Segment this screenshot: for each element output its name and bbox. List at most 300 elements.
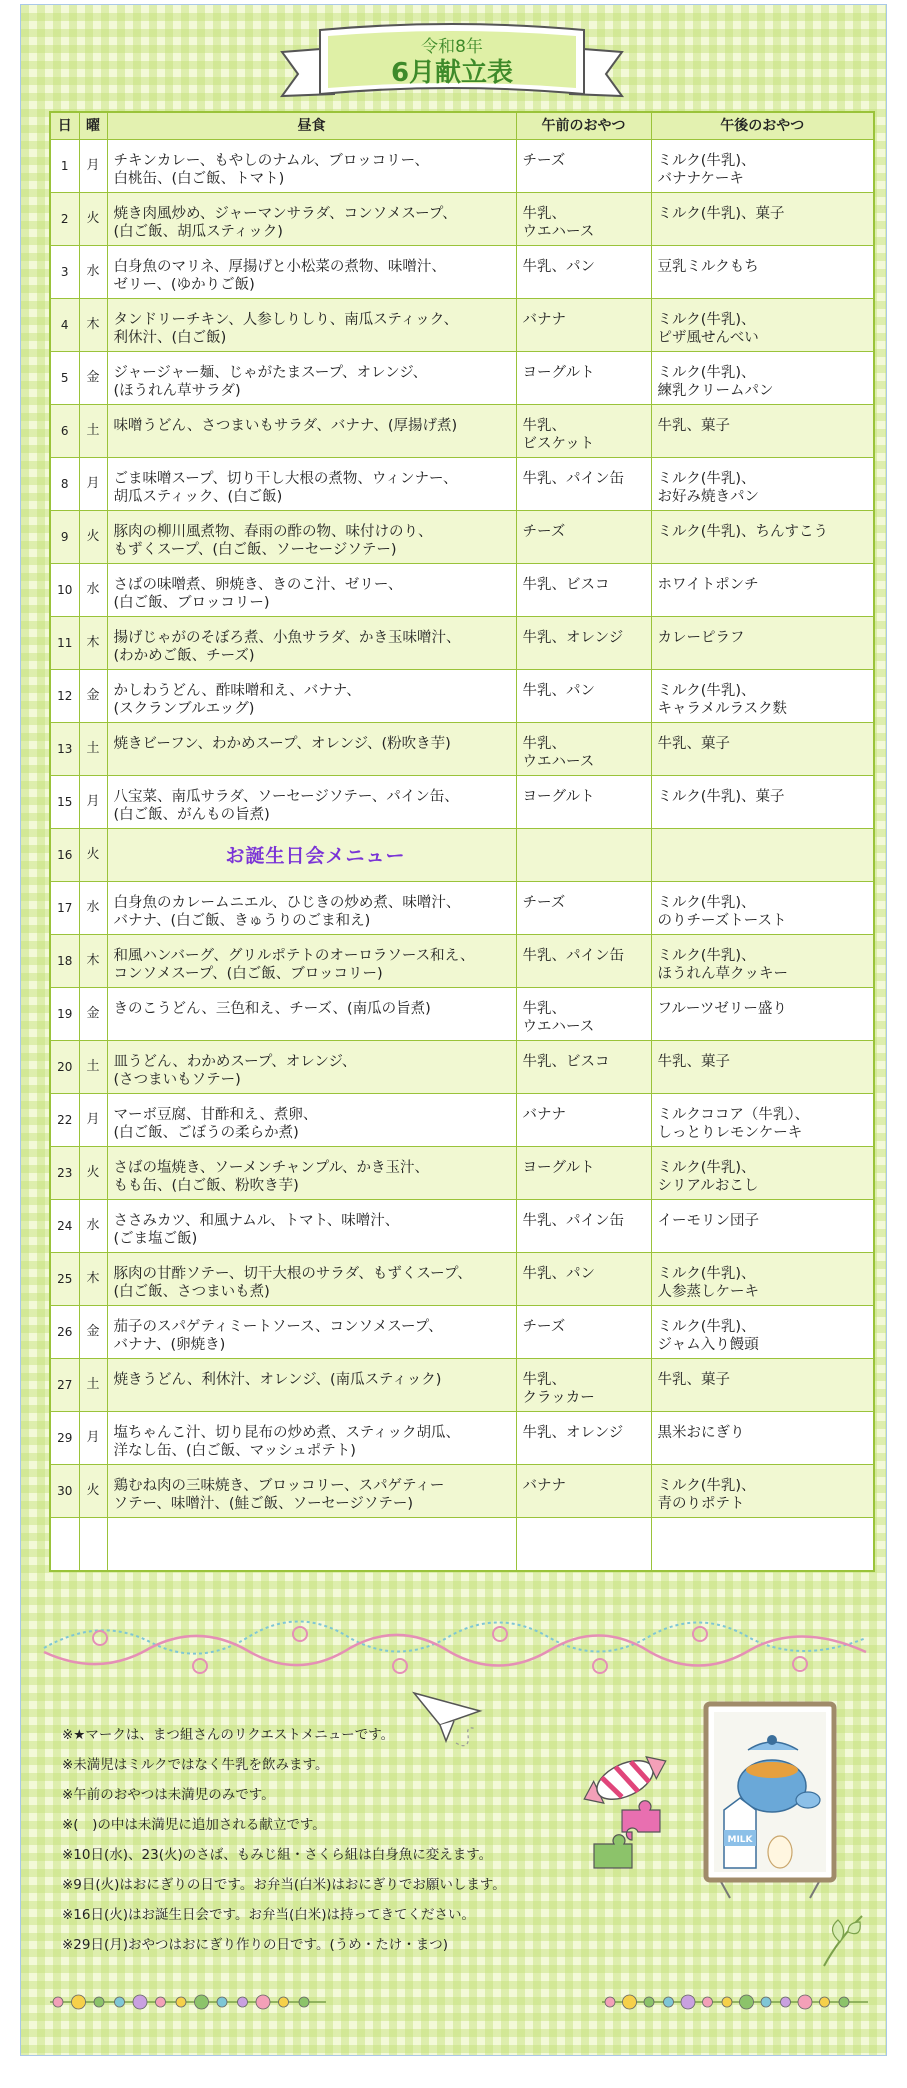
pm-line: ジャム入り饅頭 xyxy=(657,1336,759,1353)
table-row xyxy=(50,510,874,563)
pm-line: 豆乳ミルクもち xyxy=(657,258,759,275)
pm-line: ミルク(牛乳)、 xyxy=(657,470,756,487)
day-cell: 11 xyxy=(50,616,79,669)
empty-row xyxy=(50,1517,874,1571)
bead xyxy=(238,1997,248,2007)
lunch-line: 白身魚のマリネ、厚揚げと小松菜の煮物、味噌汁、 xyxy=(113,258,446,275)
lunch-line: ジャージャー麺、じゃがたまスープ、オレンジ、 xyxy=(113,364,428,381)
weekday-cell: 土 xyxy=(79,404,107,457)
lunch-line: 八宝菜、南瓜サラダ、ソーセージソテー、パイン缶、 xyxy=(113,788,459,805)
weekday-cell: 月 xyxy=(79,139,107,192)
lunch-cell xyxy=(107,934,516,987)
pm-line: ミルク(牛乳)、 xyxy=(657,1159,756,1176)
lunch-cell xyxy=(107,457,516,510)
bead xyxy=(722,1997,732,2007)
am-line: ビスケット xyxy=(522,435,595,452)
pm-line: シリアルおこし xyxy=(657,1177,759,1194)
am-snack-cell xyxy=(516,1252,651,1305)
lunch-cell xyxy=(107,616,516,669)
table-row xyxy=(50,934,874,987)
weekday-cell: 水 xyxy=(79,563,107,616)
am-snack-cell xyxy=(516,1199,651,1252)
lunch-cell xyxy=(107,881,516,934)
bead xyxy=(781,1997,791,2007)
lunch-line: コンソメスープ、(白ご飯、ブロッコリー) xyxy=(113,965,383,982)
am-snack-cell xyxy=(516,1464,651,1517)
pm-snack-cell xyxy=(651,1252,874,1305)
note-line: ※16日(火)はお誕生日会です。お弁当(白米)は持ってきてください。 xyxy=(62,1907,475,1923)
day-cell: 27 xyxy=(50,1358,79,1411)
pm-snack-cell xyxy=(651,1411,874,1464)
lunch-cell xyxy=(107,1199,516,1252)
col-header-day: 日 xyxy=(50,112,79,139)
day-cell: 1 xyxy=(50,139,79,192)
lunch-line: 焼きビーフン、わかめスープ、オレンジ、(粉吹き芋) xyxy=(113,735,451,752)
am-snack-cell xyxy=(516,1093,651,1146)
weekday-cell: 木 xyxy=(79,1252,107,1305)
pm-line: 練乳クリームパン xyxy=(657,382,774,399)
milk-label: MILK xyxy=(727,1835,753,1845)
col-header-pm-snack: 午後のおやつ xyxy=(651,112,874,139)
pm-line: ミルク(牛乳)、 xyxy=(657,947,756,964)
weekday-cell: 金 xyxy=(79,1305,107,1358)
garland-decoration xyxy=(40,1608,870,1678)
pm-snack-cell xyxy=(651,987,874,1040)
day-cell: 3 xyxy=(50,245,79,298)
lunch-line: マーボ豆腐、甘酢和え、煮卵、 xyxy=(113,1106,318,1123)
weekday-cell: 火 xyxy=(79,828,107,881)
bead xyxy=(703,1997,713,2007)
day-cell: 26 xyxy=(50,1305,79,1358)
pm-line: カレーピラフ xyxy=(657,629,745,646)
pm-line: ミルク(牛乳)、菓子 xyxy=(657,788,785,805)
am-line: 牛乳、 xyxy=(522,1000,566,1017)
table-row xyxy=(50,457,874,510)
day-cell: 17 xyxy=(50,881,79,934)
pm-line: 黒米おにぎり xyxy=(657,1424,745,1441)
day-cell: 8 xyxy=(50,457,79,510)
lunch-cell xyxy=(107,351,516,404)
col-header-lunch: 昼食 xyxy=(107,112,516,139)
pm-snack-cell xyxy=(651,404,874,457)
table-row xyxy=(50,1199,874,1252)
lunch-cell xyxy=(107,1146,516,1199)
day-cell: 18 xyxy=(50,934,79,987)
bead xyxy=(133,1995,147,2009)
pm-line: ミルク(牛乳)、 xyxy=(657,311,756,328)
pm-line: お好み焼きパン xyxy=(657,488,759,505)
lunch-line: 焼き肉風炒め、ジャーマンサラダ、コンソメスープ、 xyxy=(113,205,457,222)
pm-snack-cell xyxy=(651,1464,874,1517)
table-row xyxy=(50,616,874,669)
am-snack-cell xyxy=(516,1411,651,1464)
bead xyxy=(256,1995,270,2009)
pm-snack-cell xyxy=(651,775,874,828)
am-snack-cell xyxy=(516,616,651,669)
lunch-cell xyxy=(107,828,516,881)
weekday-cell: 水 xyxy=(79,881,107,934)
am-snack-cell xyxy=(516,1305,651,1358)
am-line: 牛乳、パイン缶 xyxy=(522,947,624,964)
day-cell: 23 xyxy=(50,1146,79,1199)
table-row xyxy=(50,351,874,404)
am-line: クラッカー xyxy=(522,1389,595,1406)
pm-line: ミルク(牛乳)、 xyxy=(657,1477,756,1494)
lunch-line: バナナ、(卵焼き) xyxy=(113,1336,226,1353)
menu-table-body xyxy=(50,139,874,1571)
am-line: 牛乳、 xyxy=(522,205,566,222)
lunch-line: 豚肉の柳川風煮物、春雨の酢の物、味付けのり、 xyxy=(113,523,433,540)
pm-line: ピザ風せんべい xyxy=(657,329,759,346)
paper-plane-icon xyxy=(410,1685,500,1755)
pm-snack-cell xyxy=(651,351,874,404)
lunch-cell xyxy=(107,1358,516,1411)
pm-line: イーモリン団子 xyxy=(657,1212,759,1229)
pm-line: ミルク(牛乳)、菓子 xyxy=(657,205,785,222)
pm-line: ホワイトポンチ xyxy=(657,576,759,593)
pm-snack-cell xyxy=(651,828,874,881)
note-line: ※10日(水)、23(火)のさば、もみじ組・さくら組は白身魚に変えます。 xyxy=(62,1847,493,1863)
table-row xyxy=(50,775,874,828)
weekday-cell: 水 xyxy=(79,1199,107,1252)
pm-snack-cell xyxy=(651,722,874,775)
lunch-cell xyxy=(107,1305,516,1358)
lunch-line: (白ご飯、さつまいも煮) xyxy=(113,1283,270,1300)
pm-snack-cell xyxy=(651,192,874,245)
note-line: ※★マークは、まつ組さんのリクエストメニューです。 xyxy=(62,1727,395,1743)
weekday-cell: 金 xyxy=(79,351,107,404)
table-row xyxy=(50,1358,874,1411)
am-line: 牛乳、 xyxy=(522,1371,566,1388)
lunch-cell xyxy=(107,1464,516,1517)
bead xyxy=(72,1995,86,2009)
leaf-icon xyxy=(818,1910,868,1970)
pm-snack-cell xyxy=(651,1093,874,1146)
bead xyxy=(605,1997,615,2007)
lunch-line: 白桃缶、(白ご飯、トマト) xyxy=(113,170,285,187)
am-snack-cell xyxy=(516,1146,651,1199)
pm-line: キャラメルラスク麩 xyxy=(657,700,788,717)
col-header-dow: 曜 xyxy=(79,112,107,139)
day-cell: 6 xyxy=(50,404,79,457)
era-label: 令和8年 xyxy=(421,37,483,57)
bead xyxy=(299,1997,309,2007)
table-row xyxy=(50,1040,874,1093)
lunch-line: 焼きうどん、利休汁、オレンジ、(南瓜スティック) xyxy=(113,1371,442,1388)
am-line: ウエハース xyxy=(522,223,595,240)
bead xyxy=(195,1995,209,2009)
lunch-cell xyxy=(107,1252,516,1305)
pm-line: ミルク(牛乳)、 xyxy=(657,1265,756,1282)
lunch-line: (白ご飯、がんもの旨煮) xyxy=(113,806,270,823)
am-line: 牛乳、オレンジ xyxy=(522,1424,624,1441)
weekday-cell: 月 xyxy=(79,775,107,828)
note-line: ※( )の中は未満児に追加される献立です。 xyxy=(62,1817,326,1833)
pm-line: のりチーズトースト xyxy=(657,912,787,929)
pm-line: 人参蒸しケーキ xyxy=(657,1283,759,1300)
lunch-line: (白ご飯、ごぼうの柔らか煮) xyxy=(113,1124,299,1141)
lunch-line: (わかめご飯、チーズ) xyxy=(113,647,255,664)
lunch-line: 皿うどん、わかめスープ、オレンジ、 xyxy=(113,1053,357,1070)
am-snack-cell xyxy=(516,1040,651,1093)
am-snack-cell xyxy=(516,351,651,404)
lunch-line: バナナ、(白ご飯、きゅうりのごま和え) xyxy=(113,912,371,929)
lunch-line: (スクランブルエッグ) xyxy=(113,700,255,717)
lunch-line: 鶏むね肉の三味焼き、ブロッコリー、スパゲティー xyxy=(113,1477,445,1494)
lunch-line: さばの味噌煮、卵焼き、きのこ汁、ゼリー、 xyxy=(113,576,403,593)
am-line: ヨーグルト xyxy=(522,788,595,805)
day-cell: 10 xyxy=(50,563,79,616)
lunch-line: (ごま塩ご飯) xyxy=(113,1230,198,1247)
pm-snack-cell xyxy=(651,563,874,616)
weekday-cell: 火 xyxy=(79,1146,107,1199)
lunch-line: (さつまいもソテー) xyxy=(113,1071,241,1088)
lunch-line: もずくスープ、(白ご飯、ソーセージソテー) xyxy=(113,541,397,558)
weekday-cell: 土 xyxy=(79,1040,107,1093)
am-line: 牛乳、オレンジ xyxy=(522,629,624,646)
pm-snack-cell xyxy=(651,669,874,722)
bead xyxy=(740,1995,754,2009)
lunch-line: 和風ハンバーグ、グリルポテトのオーロラソース和え、 xyxy=(113,947,475,964)
weekday-cell: 水 xyxy=(79,245,107,298)
am-line: チーズ xyxy=(522,523,566,540)
pm-line: 牛乳、菓子 xyxy=(657,1053,730,1070)
lunch-cell xyxy=(107,987,516,1040)
day-cell: 29 xyxy=(50,1411,79,1464)
am-snack-cell xyxy=(516,563,651,616)
am-snack-cell xyxy=(516,881,651,934)
lunch-line: 利休汁、(白ご飯) xyxy=(113,329,227,346)
empty-cell xyxy=(651,1517,874,1571)
lunch-line: 胡瓜スティック、(白ご飯) xyxy=(113,488,283,505)
pm-snack-cell xyxy=(651,616,874,669)
pm-snack-cell xyxy=(651,1199,874,1252)
am-line: ヨーグルト xyxy=(522,364,595,381)
am-snack-cell xyxy=(516,404,651,457)
lunch-line: 洋なし缶、(白ご飯、マッシュポテト) xyxy=(113,1442,356,1459)
am-snack-cell xyxy=(516,828,651,881)
table-row xyxy=(50,298,874,351)
lunch-line: 茄子のスパゲティミートソース、コンソメスープ、 xyxy=(113,1318,443,1335)
col-header-am-snack: 午前のおやつ xyxy=(516,112,651,139)
day-cell: 20 xyxy=(50,1040,79,1093)
empty-cell xyxy=(50,1517,79,1571)
note-line: ※未満児はミルクではなく牛乳を飲みます。 xyxy=(62,1757,329,1773)
am-snack-cell xyxy=(516,510,651,563)
lunch-cell xyxy=(107,245,516,298)
empty-cell xyxy=(79,1517,107,1571)
puzzle-piece-icon xyxy=(594,1801,660,1868)
empty-cell xyxy=(516,1517,651,1571)
pm-snack-cell xyxy=(651,1358,874,1411)
table-row xyxy=(50,245,874,298)
am-snack-cell xyxy=(516,245,651,298)
weekday-cell: 月 xyxy=(79,1411,107,1464)
day-cell: 5 xyxy=(50,351,79,404)
lunch-line: さばの塩焼き、ソーメンチャンプル、かき玉汁、 xyxy=(113,1159,430,1176)
table-row xyxy=(50,828,874,881)
lunch-cell xyxy=(107,139,516,192)
bead xyxy=(53,1997,63,2007)
pm-snack-cell xyxy=(651,139,874,192)
pm-line: ミルク(牛乳)、 xyxy=(657,1318,756,1335)
empty-cell xyxy=(107,1517,516,1571)
lunch-cell xyxy=(107,669,516,722)
day-cell: 25 xyxy=(50,1252,79,1305)
day-cell: 19 xyxy=(50,987,79,1040)
lunch-line: チキンカレー、もやしのナムル、ブロッコリー、 xyxy=(113,152,430,169)
weekday-cell: 火 xyxy=(79,192,107,245)
pm-snack-cell xyxy=(651,510,874,563)
am-snack-cell xyxy=(516,934,651,987)
table-row xyxy=(50,563,874,616)
candy-icon xyxy=(570,1740,680,1880)
table-row xyxy=(50,1146,874,1199)
pm-snack-cell xyxy=(651,1146,874,1199)
milk-picture-frame xyxy=(700,1700,840,1900)
menu-table xyxy=(49,111,875,1572)
bead xyxy=(664,1997,674,2007)
pm-line: しっとりレモンケーキ xyxy=(657,1124,803,1141)
am-line: チーズ xyxy=(522,1318,566,1335)
lunch-line: (ほうれん草サラダ) xyxy=(113,382,241,399)
day-cell: 15 xyxy=(50,775,79,828)
birthday-menu-label: お誕生日会メニュー xyxy=(225,844,406,867)
pm-line: ミルク(牛乳)、 xyxy=(657,682,756,699)
table-row xyxy=(50,881,874,934)
pm-snack-cell xyxy=(651,457,874,510)
lunch-line: ソテー、味噌汁、(鮭ご飯、ソーセージソテー) xyxy=(113,1495,414,1512)
pm-line: バナナケーキ xyxy=(657,170,744,187)
pm-snack-cell xyxy=(651,298,874,351)
am-snack-cell xyxy=(516,669,651,722)
am-snack-cell xyxy=(516,298,651,351)
pm-line: ミルク(牛乳)、 xyxy=(657,364,756,381)
day-cell: 12 xyxy=(50,669,79,722)
day-cell: 13 xyxy=(50,722,79,775)
lunch-line: ゼリー、(ゆかりご飯) xyxy=(113,276,255,293)
lunch-line: 豚肉の甘酢ソテー、切干大根のサラダ、もずくスープ、 xyxy=(113,1265,472,1282)
lunch-cell xyxy=(107,722,516,775)
bead xyxy=(115,1997,125,2007)
bead xyxy=(623,1995,637,2009)
table-row xyxy=(50,1093,874,1146)
weekday-cell: 土 xyxy=(79,722,107,775)
am-line: 牛乳、パン xyxy=(522,682,595,699)
am-snack-cell xyxy=(516,987,651,1040)
pm-snack-cell xyxy=(651,245,874,298)
bead xyxy=(279,1997,289,2007)
lunch-line: タンドリーチキン、人参しりしり、南瓜スティック、 xyxy=(113,311,459,328)
lunch-line: 白身魚のカレームニエル、ひじきの炒め煮、味噌汁、 xyxy=(113,894,461,911)
lunch-cell xyxy=(107,563,516,616)
lunch-cell xyxy=(107,192,516,245)
day-cell: 22 xyxy=(50,1093,79,1146)
pm-line: フルーツゼリー盛り xyxy=(657,1000,787,1017)
note-line: ※9日(火)はおにぎりの日です。お弁当(白米)はおにぎりでお願いします。 xyxy=(62,1877,506,1893)
weekday-cell: 金 xyxy=(79,987,107,1040)
lunch-cell xyxy=(107,510,516,563)
am-line: バナナ xyxy=(522,1477,566,1494)
pm-snack-cell xyxy=(651,1040,874,1093)
beads-decoration-right xyxy=(600,1990,870,2014)
table-row xyxy=(50,1464,874,1517)
pm-line: ミルクココア（牛乳）、 xyxy=(657,1106,810,1123)
pm-snack-cell xyxy=(651,881,874,934)
lunch-line: かしわうどん、酢味噌和え、バナナ、 xyxy=(113,682,361,699)
weekday-cell: 木 xyxy=(79,934,107,987)
am-line: 牛乳、ビスコ xyxy=(522,1053,610,1070)
lunch-line: ささみカツ、和風ナムル、トマト、味噌汁、 xyxy=(113,1212,400,1229)
lunch-cell xyxy=(107,404,516,457)
table-row xyxy=(50,192,874,245)
am-line: ヨーグルト xyxy=(522,1159,595,1176)
am-line: 牛乳、 xyxy=(522,735,566,752)
lunch-line: 揚げじゃがのそぼろ煮、小魚サラダ、かき玉味噌汁、 xyxy=(113,629,461,646)
bead xyxy=(176,1997,186,2007)
pm-line: 青のりポテト xyxy=(657,1495,745,1512)
am-line: 牛乳、ビスコ xyxy=(522,576,610,593)
day-cell: 2 xyxy=(50,192,79,245)
lunch-line: (白ご飯、胡瓜スティック) xyxy=(113,223,283,240)
am-line: 牛乳、パイン缶 xyxy=(522,1212,624,1229)
table-row xyxy=(50,722,874,775)
note-line: ※午前のおやつは未満児のみです。 xyxy=(62,1787,275,1803)
beads-decoration-left xyxy=(48,1990,328,2014)
day-cell: 9 xyxy=(50,510,79,563)
title-ribbon xyxy=(272,22,632,108)
am-snack-cell xyxy=(516,192,651,245)
table-row xyxy=(50,987,874,1040)
am-line: 牛乳、パン xyxy=(522,1265,595,1282)
table-row xyxy=(50,1252,874,1305)
bead xyxy=(761,1997,771,2007)
am-snack-cell xyxy=(516,139,651,192)
bead xyxy=(156,1997,166,2007)
am-line: チーズ xyxy=(522,152,566,169)
lunch-line: 味噌うどん、さつまいもサラダ、バナナ、(厚揚げ煮) xyxy=(113,417,458,434)
lunch-line: きのこうどん、三色和え、チーズ、(南瓜の旨煮) xyxy=(113,1000,431,1017)
am-line: ウエハース xyxy=(522,753,595,770)
pm-line: 牛乳、菓子 xyxy=(657,417,730,434)
weekday-cell: 金 xyxy=(79,669,107,722)
pm-line: ミルク(牛乳)、ちんすこう xyxy=(657,523,829,540)
pm-line: 牛乳、菓子 xyxy=(657,1371,730,1388)
lunch-cell xyxy=(107,1411,516,1464)
lunch-line: (白ご飯、ブロッコリー) xyxy=(113,594,270,611)
am-line: チーズ xyxy=(522,894,566,911)
day-cell: 30 xyxy=(50,1464,79,1517)
weekday-cell: 火 xyxy=(79,1464,107,1517)
weekday-cell: 月 xyxy=(79,457,107,510)
am-line: バナナ xyxy=(522,311,566,328)
note-line: ※29日(月)おやつはおにぎり作りの日です。(うめ・たけ・まつ) xyxy=(62,1937,448,1953)
weekday-cell: 火 xyxy=(79,510,107,563)
am-line: ウエハース xyxy=(522,1018,595,1035)
table-row xyxy=(50,669,874,722)
notes-section xyxy=(62,1720,582,1960)
lunch-line: ごま味噌スープ、切り干し大根の煮物、ウィンナー、 xyxy=(113,470,458,487)
pm-line: ミルク(牛乳)、 xyxy=(657,152,756,169)
am-line: 牛乳、パン xyxy=(522,258,595,275)
table-header-row xyxy=(50,112,874,139)
day-cell: 4 xyxy=(50,298,79,351)
lunch-cell xyxy=(107,1093,516,1146)
bead xyxy=(820,1997,830,2007)
pm-line: ミルク(牛乳)、 xyxy=(657,894,756,911)
lunch-cell xyxy=(107,1040,516,1093)
bead xyxy=(644,1997,654,2007)
